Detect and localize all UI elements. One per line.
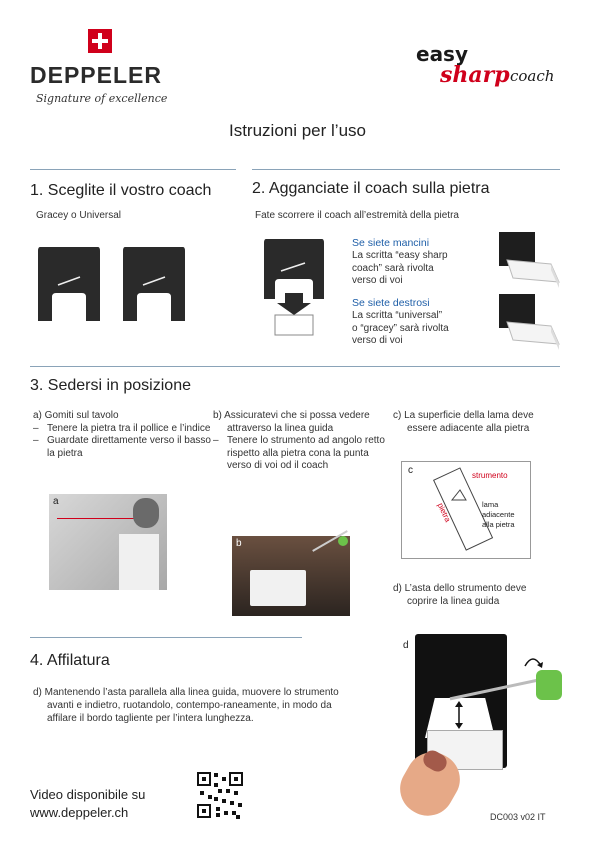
blade-diagram [401,461,531,559]
brand-tagline: Signature of excellence [36,92,168,105]
product-coach: coach [510,67,555,85]
step1-subtitle: Gracey o Universal [36,210,122,221]
left-handed-image [495,230,565,292]
step3-heading: 3. Sedersi in posizione [30,377,191,394]
up-down-arrow-icon [453,700,465,730]
step3-c-title: c) La superficie della lama deve essere adiacente alla pietra [393,410,534,434]
right-handed-line: verso di voi [352,335,403,346]
coach-on-stone-image [263,237,325,337]
page-title: Istruzioni per l’uso [228,121,366,140]
qr-code-icon[interactable] [196,771,244,819]
document-code: DC003 v02 IT [490,812,546,822]
right-handed-title: Se siete destrosi [352,297,430,309]
right-handed-line: La scritta “universal” [352,310,443,321]
left-handed-title: Se siete mancini [352,237,430,249]
diagram-blade-line: alla pietra [482,520,515,529]
swiss-cross-icon [88,29,112,53]
diagram-label: c [408,465,413,476]
left-handed-line: verso di voi [352,275,403,286]
step1-heading: 1. Sceglite il vostro coach [30,182,212,199]
step2-subtitle: Fate scorrere il coach all’estremità della pietra [255,210,459,221]
left-handed-line: La scritta “easy sharp [352,250,448,261]
footer-video-text: Video disponibile su [30,787,146,802]
sharpening-illustration [403,634,563,810]
left-handed-block [352,237,492,288]
diagram-blade-line: adiacente [482,510,515,519]
right-handed-block [352,297,492,348]
product-easy: easy [416,42,469,66]
divider [252,169,560,170]
left-handed-line: coach” sarà rivolta [352,262,434,274]
step3-a-block [33,410,211,460]
product-sharp: sharp [440,62,510,88]
brand-name: DEPPELER [30,62,162,88]
diagram-stone-label: pietra [435,501,453,524]
universal-coach-image [121,245,187,323]
divider [30,637,302,638]
photo-guide-line [232,536,350,616]
step3-b-item: – Tenere lo strumento ad angolo retto rispetto alla pietra cona la punta verso di voi od il coach [213,435,389,473]
photo-label: b [236,538,242,549]
step4-heading: 4. Affilatura [30,652,110,669]
right-handed-line: o “gracey” sarà rivolta [352,322,449,334]
illustration-label: d [403,640,409,651]
diagram-tool-label: strumento [472,471,508,480]
rotate-arrow-icon [521,652,545,670]
divider [30,366,560,367]
step3-d-title: d) L’asta dello strumento deve coprire la linea guida [393,583,527,607]
diagram-blade-text [482,500,515,530]
step3-b-block [213,410,389,473]
divider [30,169,236,170]
right-handed-image [495,292,565,354]
step4-text: d) Mantenendo l’asta parallela alla linea guida, muovere lo strumento avanti e indietro, ruotandolo, contempo-raneamente, in modo da affilare il bordo tagliente per l’intera lunghezza. [33,687,339,724]
step3-a-item: – Tenere la pietra tra il pollice e l’indice [33,423,211,436]
blade-triangle-icon [450,488,468,502]
gracey-coach-image [36,245,102,323]
product-logo [414,40,564,90]
step3-a-item: – Guardate direttamente verso il basso la pietra [33,435,211,460]
step3-a-title: a) Gomiti sul tavolo [33,410,119,421]
step2-heading: 2. Agganciate il coach sulla pietra [252,180,490,197]
photo-posture [49,494,167,590]
photo-label: a [53,496,59,507]
footer-url[interactable]: www.deppeler.ch [30,805,129,820]
diagram-blade-line: lama [482,500,499,509]
step3-b-title: b) Assicuratevi che si possa vedere attraverso la linea guida [213,410,370,434]
